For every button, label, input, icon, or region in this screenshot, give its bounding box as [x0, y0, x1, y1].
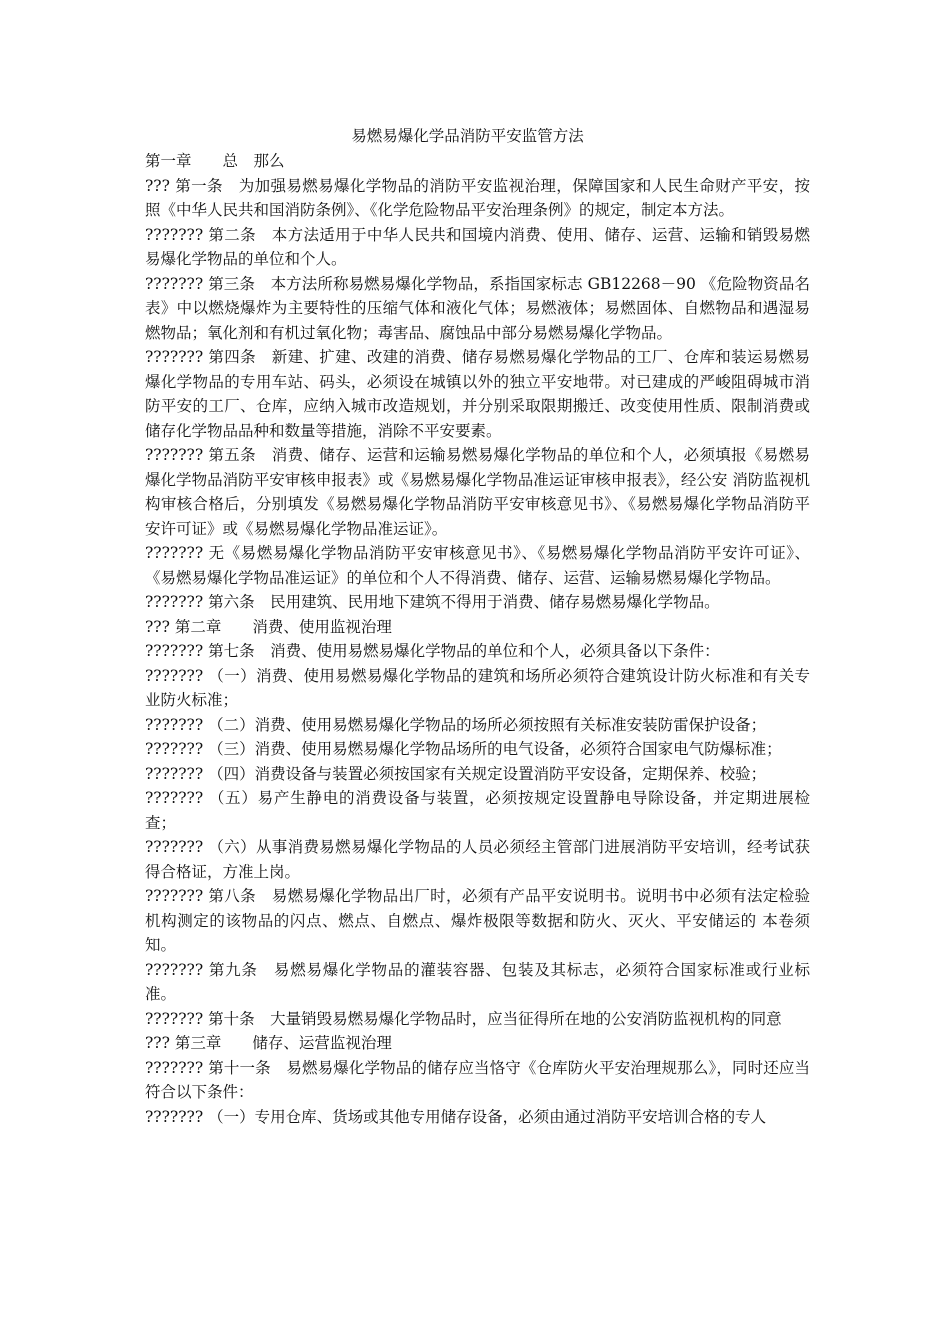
document-paragraph: ??? 第三章 储存、运营监视治理 [145, 1034, 392, 1052]
document-paragraph: ??????? （六）从事消费易燃易爆化学物品的人员必须经主管部门进展消防平安培训，经考试获得合格证，方准上岗。 [145, 838, 810, 881]
document-paragraph: ??????? （五）易产生静电的消费设备与装置，必须按规定设置静电导除设备，并定期进展检查； [145, 789, 810, 832]
document-paragraph: ??????? （一）专用仓库、货场或其他专用储存设备，必须由通过消防平安培训合格的专人 [145, 1107, 767, 1126]
document-paragraph: ??????? 第十条 大量销毁易燃易爆化学物品时，应当征得所在地的公安消防监视机构的同意 [145, 1009, 782, 1028]
document-paragraph: ??????? 第八条 易燃易爆化学物品出厂时，必须有产品平安说明书。说明书中必须有法定检验机构测定的该物品的闪点、燃点、自燃点、爆炸极限等数据和防火、灭火、平安储运的 本卷须知。 [145, 887, 810, 954]
document-paragraph: ??????? 第七条 消费、使用易燃易爆化学物品的单位和个人，必须具备以下条件： [145, 642, 720, 660]
document-paragraph: ??????? 第二条 本方法适用于中华人民共和国境内消费、使用、储存、运营、运输和销毁易燃易爆化学物品的单位和个人。 [145, 225, 810, 268]
document-paragraph: ??????? （四）消费设备与装置必须按国家有关规定设置消防平安设备，定期保养、校验； [145, 764, 767, 783]
document-paragraph: ??????? 第六条 民用建筑、民用地下建筑不得用于消费、储存易燃易爆化学物品。 [145, 593, 720, 611]
document-paragraph: ??????? （一）消费、使用易燃易爆化学物品的建筑和场所必须符合建筑设计防火标准和有关专业防火标准； [145, 666, 810, 709]
document-body [145, 124, 810, 1129]
document-paragraph: ??????? 第三条 本方法所称易燃易爆化学物品，系指国家标志 GB12268－90 《危险物资品名表》中以燃烧爆炸为主要特性的压缩气体和液化气体；易燃液体；易燃固体、自燃物品和遇湿易燃物品；氧化剂和有机过氧化物；毒害品、腐蚀品中部分易燃易爆化学物品。 [145, 274, 810, 342]
document-paragraph: ??? 第二章 消费、使用监视治理 [145, 617, 392, 636]
document-paragraph: ??????? 第四条 新建、扩建、改建的消费、储存易燃易爆化学物品的工厂、仓库和装运易燃易爆化学物品的专用车站、码头，必须设在城镇以外的独立平安地带。对已建成的严峻阻碍城市消防平安的工厂、仓库，应纳入城市改造规划，并分别采取限期搬迁、改变使用性质、限制消费或储存化学物品品种和数量等措施，消除不平安要素。 [145, 348, 810, 440]
document-paragraph: ??????? （二）消费、使用易燃易爆化学物品的场所必须按照有关标准安装防雷保护设备； [145, 715, 767, 734]
document-paragraph: 第一章 总 那么 [145, 152, 285, 170]
document-title: 易燃易爆化学品消防平安监管方法 [351, 127, 584, 145]
document-paragraph: ??????? 无《易燃易爆化学物品消防平安审核意见书》、《易燃易爆化学物品消防平安许可证》、《易燃易爆化学物品准运证》的单位和个人不得消费、储存、运营、运输易燃易爆化学物品。 [145, 544, 810, 587]
document-paragraph: ??????? 第十一条 易燃易爆化学物品的储存应当恪守《仓库防火平安治理规那么》，同时还应当符合以下条件： [145, 1058, 810, 1101]
document-paragraph: ??????? 第九条 易燃易爆化学物品的灌装容器、包装及其标志，必须符合国家标准或行业标准。 [145, 960, 810, 1003]
paragraph-list [145, 149, 810, 1129]
document-paragraph: ??? 第一条 为加强易燃易爆化学物品的消防平安监视治理，保障国家和人民生命财产平安，按照《中华人民共和国消防条例》、《化学危险物品平安治理条例》的规定，制定本方法。 [145, 176, 810, 219]
document-paragraph: ??????? 第五条 消费、储存、运营和运输易燃易爆化学物品的单位和个人，必须填报《易燃易爆化学物品消防平安审核申报表》或《易燃易爆化学物品准运证审核申报表》，经公安 消防监视机构审核合格后，分别填发《易燃易爆化学物品消防平安审核意见书》、《易燃易爆化学物品消防平安许可证》或《易燃易爆化学物品准运证》。 [145, 446, 810, 538]
document-paragraph: ??????? （三）消费、使用易燃易爆化学物品场所的电气设备，必须符合国家电气防爆标准； [145, 740, 782, 758]
